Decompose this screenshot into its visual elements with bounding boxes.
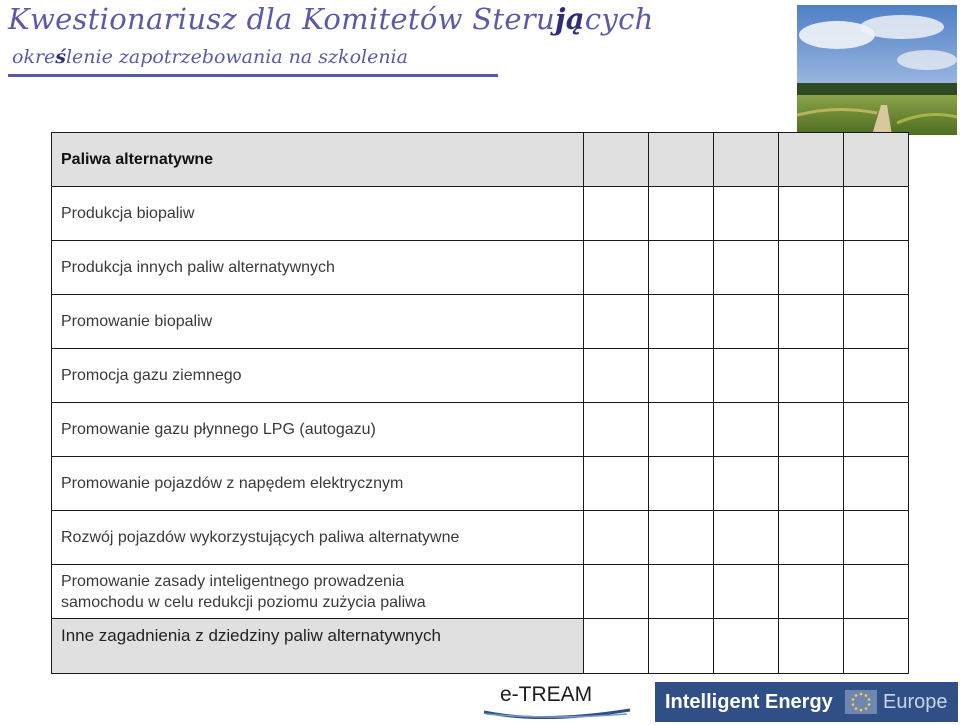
- answer-cell[interactable]: [649, 187, 714, 241]
- table-row: [52, 565, 909, 619]
- answer-cell[interactable]: [844, 295, 909, 349]
- header-cell: [844, 133, 909, 187]
- answer-cell[interactable]: [844, 241, 909, 295]
- answer-cell[interactable]: [714, 349, 779, 403]
- answer-cell[interactable]: [584, 457, 649, 511]
- answer-cell[interactable]: [584, 511, 649, 565]
- answer-cell[interactable]: [779, 457, 844, 511]
- answer-cell[interactable]: [714, 457, 779, 511]
- header-cell: [714, 133, 779, 187]
- answer-cell[interactable]: [584, 295, 649, 349]
- landscape-photo: [797, 5, 957, 135]
- answer-cell[interactable]: [714, 295, 779, 349]
- table-header-row: [52, 133, 909, 187]
- answer-cell[interactable]: [649, 565, 714, 619]
- answer-cell[interactable]: [844, 349, 909, 403]
- answer-cell[interactable]: [649, 295, 714, 349]
- etream-logo: [482, 680, 632, 720]
- header-cell: [779, 133, 844, 187]
- row-label: Produkcja biopaliw: [52, 187, 584, 241]
- answer-cell[interactable]: [779, 619, 844, 674]
- row-label: Promowanie gazu płynnego LPG (autogazu): [52, 403, 584, 457]
- answer-cell[interactable]: [779, 403, 844, 457]
- row-label: Produkcja innych paliw alternatywnych: [52, 241, 584, 295]
- row-label-line-1: Promowanie zasady inteligentnego prowadzenia: [61, 572, 405, 590]
- table-header-label: Paliwa alternatywne: [52, 133, 584, 187]
- answer-cell[interactable]: [649, 619, 714, 674]
- row-label: Promocja gazu ziemnego: [52, 349, 584, 403]
- ie-logo-region-text: Europe: [883, 691, 948, 713]
- answer-cell[interactable]: [779, 565, 844, 619]
- answer-cell[interactable]: [649, 403, 714, 457]
- answer-cell[interactable]: [649, 241, 714, 295]
- answer-cell[interactable]: [714, 511, 779, 565]
- table-row: [52, 187, 909, 241]
- answer-cell[interactable]: [584, 619, 649, 674]
- answer-cell[interactable]: [844, 619, 909, 674]
- answer-cell[interactable]: [584, 241, 649, 295]
- row-label-multiline: [52, 565, 584, 619]
- row-label: Promowanie biopaliw: [52, 295, 584, 349]
- row-label-line-2: samochodu w celu redukcji poziomu zużycia paliwa: [61, 593, 426, 611]
- answer-cell[interactable]: [844, 511, 909, 565]
- answer-cell[interactable]: [844, 187, 909, 241]
- answer-cell[interactable]: [584, 349, 649, 403]
- answer-cell[interactable]: [844, 457, 909, 511]
- table-row: [52, 457, 909, 511]
- row-label: Promowanie pojazdów z napędem elektrycznym: [52, 457, 584, 511]
- row-label: Rozwój pojazdów wykorzystujących paliwa alternatywne: [52, 511, 584, 565]
- ie-logo-main-text: Intelligent Energy: [665, 691, 833, 713]
- table-row-other: [52, 619, 909, 674]
- table-row: [52, 349, 909, 403]
- header-cell: [584, 133, 649, 187]
- answer-cell[interactable]: [714, 565, 779, 619]
- answer-cell[interactable]: [649, 511, 714, 565]
- answer-cell[interactable]: [714, 187, 779, 241]
- etream-logo-text: e-TREAM: [500, 683, 593, 706]
- table-row: [52, 403, 909, 457]
- page-title: Kwestionariusz dla Komitetów Sterujących: [8, 2, 654, 36]
- answer-cell[interactable]: [649, 349, 714, 403]
- answer-cell[interactable]: [779, 295, 844, 349]
- answer-cell[interactable]: [714, 619, 779, 674]
- answer-cell[interactable]: [584, 565, 649, 619]
- answer-cell[interactable]: [844, 565, 909, 619]
- answer-cell[interactable]: [649, 457, 714, 511]
- answer-cell[interactable]: [714, 241, 779, 295]
- table-row: [52, 511, 909, 565]
- answer-cell[interactable]: [584, 403, 649, 457]
- answer-cell[interactable]: [779, 241, 844, 295]
- title-underline: [8, 74, 498, 77]
- answer-cell[interactable]: [779, 187, 844, 241]
- training-needs-table: [51, 132, 909, 674]
- answer-cell[interactable]: [779, 349, 844, 403]
- answer-cell[interactable]: [779, 511, 844, 565]
- answer-cell[interactable]: [714, 403, 779, 457]
- table-row: [52, 295, 909, 349]
- answer-cell[interactable]: [844, 403, 909, 457]
- row-label-other: Inne zagadnienia z dziedziny paliw alternatywnych: [52, 619, 584, 674]
- header-cell: [649, 133, 714, 187]
- table-row: [52, 241, 909, 295]
- eu-flag-icon: [845, 690, 877, 714]
- page-subtitle: określenie zapotrzebowania na szkolenia: [12, 46, 408, 68]
- intelligent-energy-europe-logo: [655, 682, 958, 722]
- answer-cell[interactable]: [584, 187, 649, 241]
